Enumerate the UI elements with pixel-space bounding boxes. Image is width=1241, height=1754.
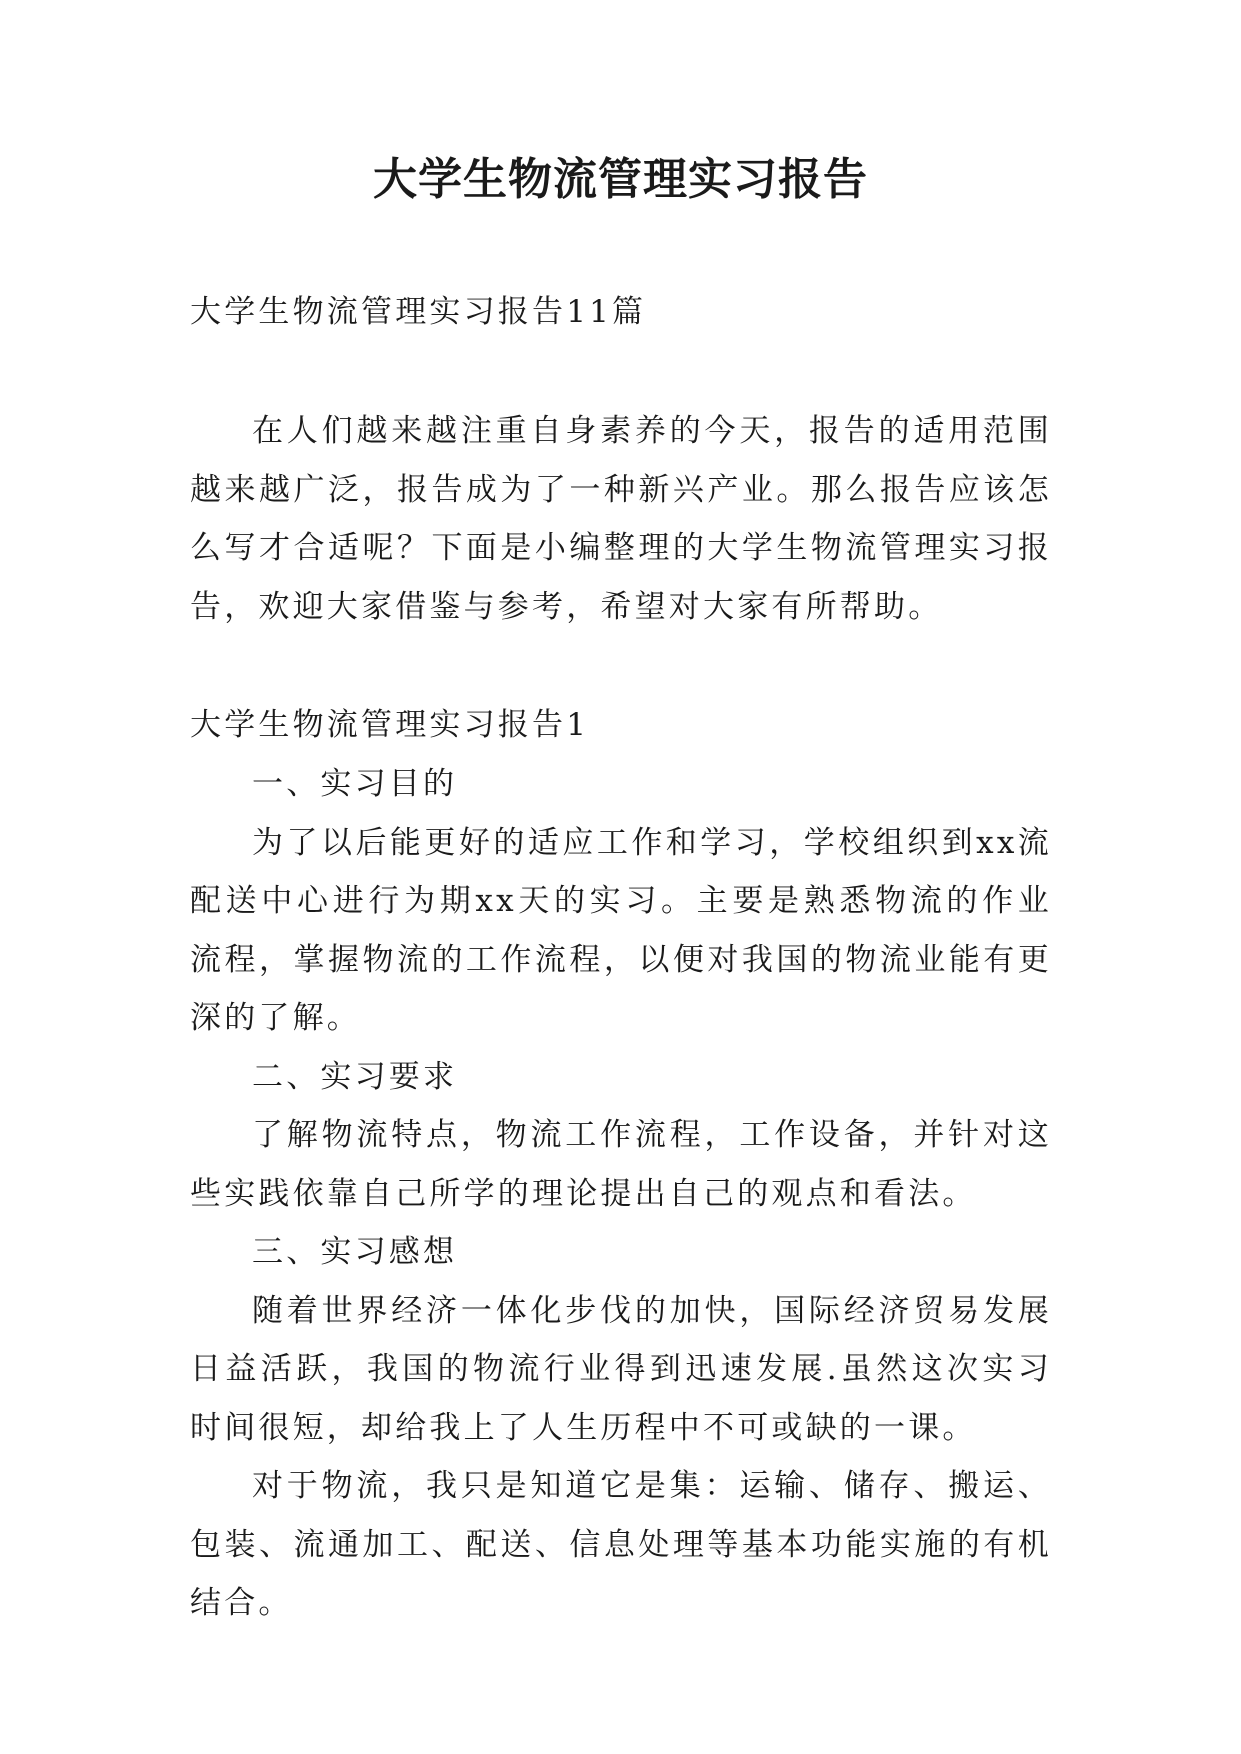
section-title xyxy=(190,696,1052,755)
heading-reflections: 三、实习感想 xyxy=(252,1234,458,1270)
paragraph-reflections-1: 随着世界经济一体化步伐的加快，国际经济贸易发展日益活跃，我国的物流行业得到迅速发展.虽然这次实习时间很短，却给我上了人生历程中不可或缺的一课。 xyxy=(190,1292,1052,1446)
document-subtitle: 大学生物流管理实习报告11篇 xyxy=(190,294,647,330)
report-content xyxy=(190,755,1052,1633)
heading-purpose: 一、实习目的 xyxy=(252,766,458,802)
document-title: 大学生物流管理实习报告 xyxy=(373,154,868,205)
intro-paragraph: 在人们越来越注重自身素养的今天，报告的适用范围越来越广泛，报告成为了一种新兴产业。那么报告应该怎么写才合适呢？下面是小编整理的大学生物流管理实习报告，欢迎大家借鉴与参考，希望对大家有所帮助。 xyxy=(190,413,1052,625)
section-title-text: 大学生物流管理实习报告1 xyxy=(190,707,590,743)
heading-requirements: 二、实习要求 xyxy=(252,1058,458,1095)
paragraph-purpose: 为了以后能更好的适应工作和学习，学校组织到xx流配送中心进行为期xx天的实习。主要是熟悉物流的作业流程，掌握物流的工作流程，以便对我国的物流业能有更深的了解。 xyxy=(190,824,1052,1036)
intro-section xyxy=(190,402,1052,636)
paragraph-reflections-2: 对于物流，我只是知道它是集：运输、储存、搬运、包装、流通加工、配送、信息处理等基本功能实施的有机结合。 xyxy=(190,1468,1052,1621)
paragraph-requirements: 了解物流特点，物流工作流程，工作设备，并针对这些实践依靠自己所学的理论提出自己的观点和看法。 xyxy=(190,1117,1052,1212)
